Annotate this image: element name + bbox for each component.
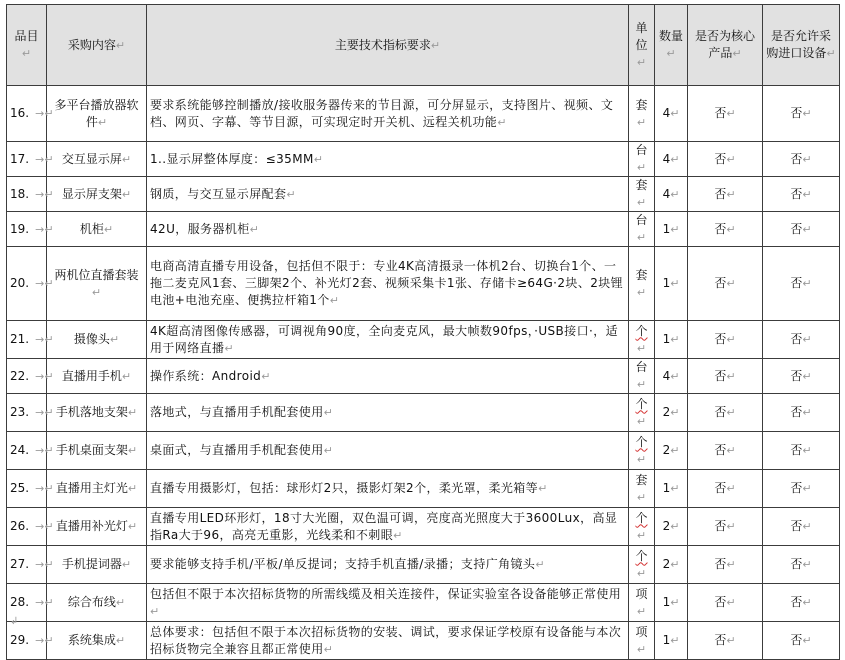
spec-text: 电商高清直播专用设备，包括但不限于：专业4K高清摄录一体机2台、切换台1个、一拖二麦克风1套、三脚架2个、补光灯2套、视频采集卡1张、存储卡≥64G·2块、2块锂电池+电池充座、便携拉杆箱1个↵ (147, 247, 629, 321)
table-row (7, 321, 840, 359)
header-no: 品目↵ (7, 5, 47, 86)
row-number: 16. →↵ (7, 86, 47, 142)
row-number: 22. →↵ (7, 359, 47, 394)
item-name: 综合布线↵ (47, 584, 147, 622)
spec-text: 4K超高清图像传感器，可调视角90度，全向麦克风，最大帧数90fps，·USB接口·，适用于网络直播↵ (147, 321, 629, 359)
spec-text: 包括但不限于本次招标货物的所需线缆及相关连接件，保证实验室各设备能够正常使用↵ (147, 584, 629, 622)
import-allowed: 否↵ (763, 212, 840, 247)
header-core: 是否为核心产品↵ (688, 5, 763, 86)
quantity: 4↵ (655, 86, 688, 142)
spec-text: 总体要求：包括但不限于本次招标货物的安装、调试，要求保证学校原有设备能与本次招标货物完全兼容且都正常使用↵ (147, 622, 629, 660)
item-name: 两机位直播套装↵ (47, 247, 147, 321)
unit: 套↵ (629, 470, 655, 508)
core-product: 否↵ (688, 177, 763, 212)
unit: 个↵ (629, 508, 655, 546)
row-number: 17. →↵ (7, 142, 47, 177)
item-name: 手机落地支架↵ (47, 394, 147, 432)
core-product: 否↵ (688, 394, 763, 432)
unit: 台↵ (629, 212, 655, 247)
row-number: 24. →↵ (7, 432, 47, 470)
item-name: 手机桌面支架↵ (47, 432, 147, 470)
import-allowed: 否↵ (763, 470, 840, 508)
item-name: 手机提词器↵ (47, 546, 147, 584)
import-allowed: 否↵ (763, 508, 840, 546)
unit: 台↵ (629, 142, 655, 177)
import-allowed: 否↵ (763, 321, 840, 359)
header-import: 是否允许采购进口设备↵ (763, 5, 840, 86)
quantity: 4↵ (655, 359, 688, 394)
import-allowed: 否↵ (763, 394, 840, 432)
table-row (7, 622, 840, 660)
quantity: 2↵ (655, 394, 688, 432)
import-allowed: 否↵ (763, 584, 840, 622)
unit: 套↵ (629, 86, 655, 142)
quantity: 2↵ (655, 508, 688, 546)
table-row (7, 177, 840, 212)
paragraph-mark: ↲ (10, 616, 19, 627)
unit: 个↵ (629, 394, 655, 432)
table-header-row (7, 5, 840, 86)
import-allowed: 否↵ (763, 432, 840, 470)
quantity: 2↵ (655, 546, 688, 584)
spec-text: 操作系统：Android↵ (147, 359, 629, 394)
table-row (7, 212, 840, 247)
row-number: 28. →↵ (7, 584, 47, 622)
unit: 套↵ (629, 247, 655, 321)
item-name: 直播用手机↵ (47, 359, 147, 394)
core-product: 否↵ (688, 584, 763, 622)
quantity: 1↵ (655, 247, 688, 321)
table-row (7, 359, 840, 394)
spec-text: 42U，服务器机柜↵ (147, 212, 629, 247)
row-number: 19. →↵ (7, 212, 47, 247)
item-name: 摄像头↵ (47, 321, 147, 359)
import-allowed: 否↵ (763, 86, 840, 142)
unit: 项↵ (629, 584, 655, 622)
core-product: 否↵ (688, 546, 763, 584)
header-unit: 单位↵ (629, 5, 655, 86)
import-allowed: 否↵ (763, 546, 840, 584)
import-allowed: 否↵ (763, 142, 840, 177)
spec-text: 要求能够支持手机/平板/单反提词；支持手机直播/录播；支持广角镜头↵ (147, 546, 629, 584)
spec-text: 直播专用摄影灯，包括：球形灯2只，摄影灯架2个，柔光罩，柔光箱等↵ (147, 470, 629, 508)
unit: 个↵ (629, 321, 655, 359)
item-name: 多平台播放器软件↵ (47, 86, 147, 142)
core-product: 否↵ (688, 359, 763, 394)
item-name: 显示屏支架↵ (47, 177, 147, 212)
quantity: 4↵ (655, 177, 688, 212)
row-number: 25. →↵ (7, 470, 47, 508)
table-row (7, 394, 840, 432)
core-product: 否↵ (688, 212, 763, 247)
quantity: 4↵ (655, 142, 688, 177)
core-product: 否↵ (688, 247, 763, 321)
unit: 个↵ (629, 432, 655, 470)
procurement-spec-table (6, 4, 840, 660)
quantity: 1↵ (655, 584, 688, 622)
quantity: 1↵ (655, 321, 688, 359)
quantity: 2↵ (655, 432, 688, 470)
row-number: 20. →↵ (7, 247, 47, 321)
spec-text: 1..显示屏整体厚度：≤35MM↵ (147, 142, 629, 177)
item-name: 机柜↵ (47, 212, 147, 247)
import-allowed: 否↵ (763, 247, 840, 321)
unit: 个↵ (629, 546, 655, 584)
spec-text: 直播专用LED环形灯，18寸大光圈，双色温可调，亮度高光照度大于3600Lux，高显指Ra大于96，高亮无重影，光线柔和不刺眼↵ (147, 508, 629, 546)
table-row (7, 142, 840, 177)
unit: 台↵ (629, 359, 655, 394)
table-row (7, 546, 840, 584)
unit: 项↵ (629, 622, 655, 660)
quantity: 1↵ (655, 622, 688, 660)
spec-text: 钢质，与交互显示屏配套↵ (147, 177, 629, 212)
core-product: 否↵ (688, 142, 763, 177)
import-allowed: 否↵ (763, 177, 840, 212)
header-spec: 主要技术指标要求↵ (147, 5, 629, 86)
core-product: 否↵ (688, 508, 763, 546)
item-name: 系统集成↵ (47, 622, 147, 660)
table-row (7, 432, 840, 470)
item-name: 交互显示屏↵ (47, 142, 147, 177)
table-row (7, 584, 840, 622)
row-number: 29. →↵ (7, 622, 47, 660)
core-product: 否↵ (688, 432, 763, 470)
spec-text: 落地式，与直播用手机配套使用↵ (147, 394, 629, 432)
quantity: 1↵ (655, 470, 688, 508)
core-product: 否↵ (688, 86, 763, 142)
row-number: 26. →↵ (7, 508, 47, 546)
header-item: 采购内容↵ (47, 5, 147, 86)
core-product: 否↵ (688, 470, 763, 508)
row-number: 21. →↵ (7, 321, 47, 359)
unit: 套↵ (629, 177, 655, 212)
table-row (7, 247, 840, 321)
spec-text: 桌面式，与直播用手机配套使用↵ (147, 432, 629, 470)
row-number: 23. →↵ (7, 394, 47, 432)
item-name: 直播用主灯光↵ (47, 470, 147, 508)
import-allowed: 否↵ (763, 359, 840, 394)
table-row (7, 508, 840, 546)
core-product: 否↵ (688, 321, 763, 359)
quantity: 1↵ (655, 212, 688, 247)
row-number: 27. →↵ (7, 546, 47, 584)
row-number: 18. →↵ (7, 177, 47, 212)
item-name: 直播用补光灯↵ (47, 508, 147, 546)
table-row (7, 470, 840, 508)
core-product: 否↵ (688, 622, 763, 660)
table-row (7, 86, 840, 142)
header-qty: 数量↵ (655, 5, 688, 86)
spec-text: 要求系统能够控制播放/接收服务器传来的节目源，可分屏显示，支持图片、视频、文档、网页、字幕、等节目源，可实现定时开关机、远程关机功能↵ (147, 86, 629, 142)
import-allowed: 否↵ (763, 622, 840, 660)
